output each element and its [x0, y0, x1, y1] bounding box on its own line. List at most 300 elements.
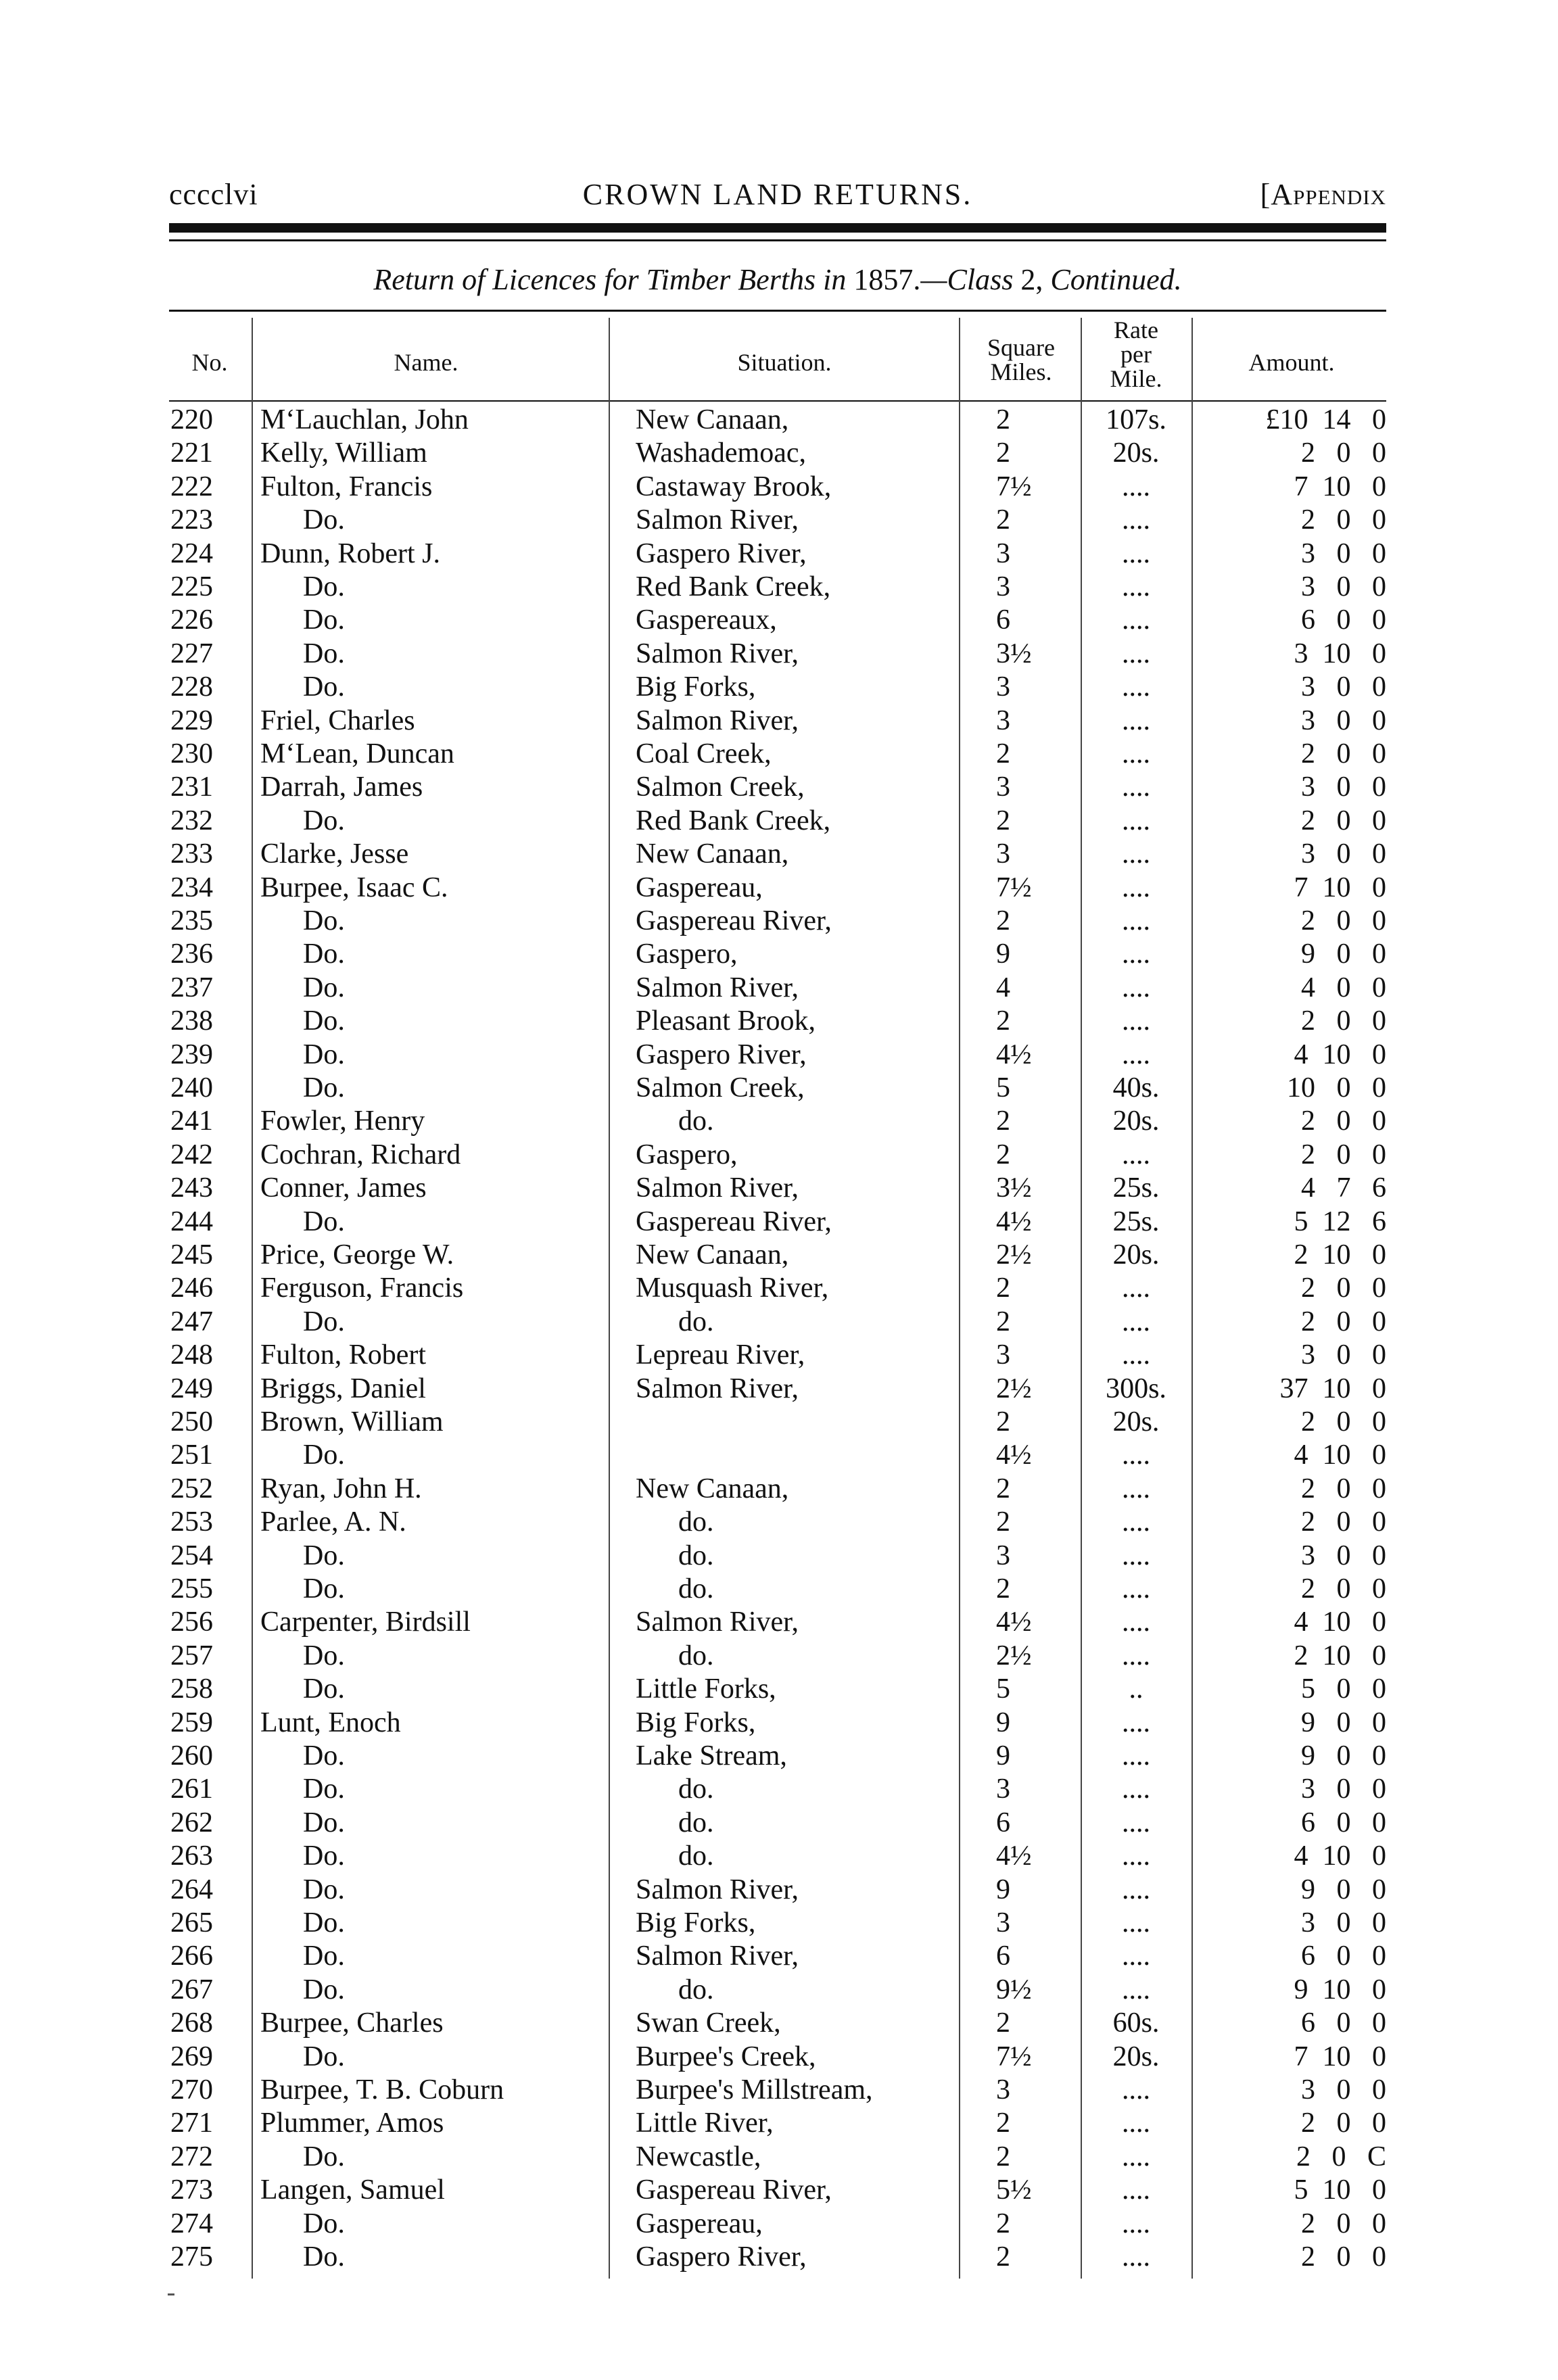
- row-situation: Gaspero River,: [636, 538, 807, 569]
- table-row: [0, 1672, 1558, 1706]
- row-amount: 2 0 0: [1301, 2208, 1386, 2239]
- row-amount: 4 10 0: [1294, 1439, 1386, 1471]
- row-name: Langen, Samuel: [260, 2174, 445, 2206]
- row-square-miles: 9½: [996, 1974, 1032, 2005]
- row-square-miles: 2: [996, 1573, 1010, 1604]
- row-amount: 2 0 0: [1301, 437, 1386, 469]
- table-row: [0, 436, 1558, 470]
- row-square-miles: 3: [996, 1774, 1010, 1805]
- row-square-miles: 2: [996, 2108, 1010, 2139]
- row-amount: 3 0 0: [1301, 1774, 1386, 1805]
- table-row: [0, 1205, 1558, 1239]
- row-situation: Salmon River,: [636, 1172, 799, 1204]
- row-number: 265: [170, 1907, 213, 1938]
- row-amount: 3 0 0: [1301, 838, 1386, 870]
- row-square-miles: 3: [996, 671, 1010, 703]
- table-row: [0, 904, 1558, 938]
- row-square-miles: 4½: [996, 1840, 1032, 1872]
- table-row: [0, 503, 1558, 537]
- row-situation: Big Forks,: [636, 1907, 756, 1938]
- row-rate: ....: [1122, 571, 1150, 602]
- table-row: [0, 1104, 1558, 1138]
- row-square-miles: 9: [996, 1740, 1010, 1771]
- row-rate: ....: [1122, 1139, 1150, 1170]
- row-situation: Burpee's Millstream,: [636, 2074, 873, 2105]
- caption-year: 1857.: [853, 263, 921, 296]
- row-situation: Salmon River,: [636, 504, 799, 536]
- row-amount: 6 0 0: [1301, 604, 1386, 636]
- row-amount: 37 10 0: [1279, 1373, 1386, 1404]
- row-name: Do.: [260, 1206, 345, 1237]
- row-number: 262: [170, 1807, 213, 1838]
- row-square-miles: 2: [996, 1105, 1010, 1137]
- row-number: 255: [170, 1573, 213, 1604]
- row-situation: Little Forks,: [636, 1673, 776, 1705]
- row-rate: ....: [1122, 872, 1150, 903]
- col-header-name: Name.: [394, 349, 458, 376]
- row-rate: ....: [1122, 1707, 1150, 1738]
- row-square-miles: 2: [996, 2007, 1010, 2039]
- row-rate: ....: [1122, 805, 1150, 836]
- row-name: Do.: [260, 1907, 345, 1938]
- table-row: [0, 1572, 1558, 1606]
- row-rate: 20s.: [1112, 2041, 1160, 2072]
- row-number: 274: [170, 2208, 213, 2239]
- row-situation: Gaspereau River,: [636, 1206, 832, 1237]
- row-amount: 2 0 0: [1301, 1573, 1386, 1604]
- row-rate: 20s.: [1112, 1105, 1160, 1137]
- row-square-miles: 2: [996, 1306, 1010, 1337]
- row-amount: 7 10 0: [1294, 872, 1386, 903]
- row-number: 261: [170, 1774, 213, 1805]
- table-row: [0, 1271, 1558, 1305]
- row-situation: Gaspero River,: [636, 1039, 807, 1070]
- row-name: Do.: [260, 2141, 345, 2172]
- row-name: Cochran, Richard: [260, 1139, 461, 1170]
- table-row: [0, 1372, 1558, 1406]
- row-amount: 2 0 0: [1301, 2241, 1386, 2272]
- row-rate: ....: [1122, 771, 1150, 803]
- row-amount: 2 0 0: [1301, 738, 1386, 769]
- row-number: 234: [170, 872, 213, 903]
- row-square-miles: 4½: [996, 1439, 1032, 1471]
- row-situation: Castaway Brook,: [636, 471, 832, 502]
- row-square-miles: 2: [996, 1506, 1010, 1538]
- row-situation: Salmon Creek,: [636, 1072, 805, 1103]
- row-situation: Pleasant Brook,: [636, 1005, 816, 1037]
- row-situation: Salmon River,: [636, 1373, 799, 1404]
- row-number: 260: [170, 1740, 213, 1771]
- table-row: [0, 737, 1558, 771]
- row-amount: 2 0 0: [1301, 1005, 1386, 1037]
- row-situation: Washademoac,: [636, 437, 806, 469]
- row-situation: Salmon River,: [636, 705, 799, 736]
- table-row: [0, 2207, 1558, 2241]
- row-amount: 6 0 0: [1301, 1807, 1386, 1838]
- row-number: 250: [170, 1406, 213, 1437]
- table-row: [0, 1472, 1558, 1506]
- row-situation: Swan Creek,: [636, 2007, 781, 2039]
- row-name: Fowler, Henry: [260, 1105, 425, 1137]
- row-rate: ....: [1122, 1606, 1150, 1638]
- table-row: [0, 403, 1558, 437]
- row-name: Do.: [260, 1774, 345, 1805]
- table-row: [0, 2073, 1558, 2107]
- row-amount: 9 0 0: [1301, 1874, 1386, 1905]
- row-amount: 3 0 0: [1301, 538, 1386, 569]
- row-name: Do.: [260, 1740, 345, 1771]
- row-situation: do.: [636, 1640, 714, 1671]
- row-square-miles: 3: [996, 1339, 1010, 1371]
- row-name: Do.: [260, 504, 345, 536]
- row-rate: 25s.: [1112, 1172, 1160, 1204]
- row-name: Do.: [260, 938, 345, 970]
- row-square-miles: 2: [996, 2208, 1010, 2239]
- row-number: 258: [170, 1673, 213, 1705]
- row-situation: do.: [636, 1506, 714, 1538]
- table-row: [0, 1505, 1558, 1539]
- row-amount: 2 0 0: [1301, 1105, 1386, 1137]
- row-name: Conner, James: [260, 1172, 427, 1204]
- row-square-miles: 2: [996, 1139, 1010, 1170]
- table-row: [0, 704, 1558, 738]
- row-number: 232: [170, 805, 213, 836]
- row-amount: 9 0 0: [1301, 1707, 1386, 1738]
- row-square-miles: 3: [996, 838, 1010, 870]
- row-rate: 25s.: [1112, 1206, 1160, 1237]
- row-number: 244: [170, 1206, 213, 1237]
- row-amount: 3 0 0: [1301, 1339, 1386, 1371]
- row-amount: 3 0 0: [1301, 2074, 1386, 2105]
- row-rate: ....: [1122, 905, 1150, 936]
- row-square-miles: 2½: [996, 1640, 1032, 1671]
- row-square-miles: 2: [996, 437, 1010, 469]
- row-rate: ....: [1122, 1573, 1150, 1604]
- row-situation: Gaspereau River,: [636, 2174, 832, 2206]
- row-situation: Coal Creek,: [636, 738, 772, 769]
- row-name: Burpee, Charles: [260, 2007, 444, 2039]
- row-number: 224: [170, 538, 213, 569]
- row-name: Do.: [260, 1306, 345, 1337]
- table-row: [0, 1071, 1558, 1105]
- row-amount: 2 0 0: [1301, 504, 1386, 536]
- row-rate: ....: [1122, 504, 1150, 536]
- row-number: 256: [170, 1606, 213, 1638]
- row-rate: ....: [1122, 2074, 1150, 2105]
- row-situation: Salmon Creek,: [636, 771, 805, 803]
- row-situation: Salmon River,: [636, 1874, 799, 1905]
- row-square-miles: 7½: [996, 872, 1032, 903]
- row-rate: ....: [1122, 671, 1150, 703]
- row-amount: 5 12 6: [1294, 1206, 1386, 1237]
- row-name: Fulton, Francis: [260, 471, 433, 502]
- row-amount: 3 0 0: [1301, 1540, 1386, 1571]
- row-amount: 3 10 0: [1294, 638, 1386, 669]
- row-situation: Salmon River,: [636, 638, 799, 669]
- row-number: 245: [170, 1239, 213, 1270]
- row-rate: ....: [1122, 738, 1150, 769]
- row-amount: 2 10 0: [1294, 1640, 1386, 1671]
- row-rate: ....: [1122, 1874, 1150, 1905]
- table-row: [0, 470, 1558, 504]
- row-name: Do.: [260, 2041, 345, 2072]
- table-row: [0, 770, 1558, 804]
- row-amount: 2 10 0: [1294, 1239, 1386, 1270]
- col-header-miles: Miles.: [990, 358, 1052, 385]
- row-amount: 4 0 0: [1301, 972, 1386, 1003]
- row-situation: Newcastle,: [636, 2141, 761, 2172]
- col-header-rate-line3: Mile.: [1110, 365, 1162, 392]
- row-situation: Gaspero River,: [636, 2241, 807, 2272]
- row-amount: 3 0 0: [1301, 705, 1386, 736]
- row-amount: 4 10 0: [1294, 1606, 1386, 1638]
- row-rate: ....: [1122, 1473, 1150, 1504]
- row-rate: ....: [1122, 471, 1150, 502]
- row-number: 268: [170, 2007, 213, 2039]
- row-name: Do.: [260, 1807, 345, 1838]
- row-name: M‘Lean, Duncan: [260, 738, 454, 769]
- row-name: Do.: [260, 604, 345, 636]
- row-square-miles: 7½: [996, 2041, 1032, 2072]
- row-number: 228: [170, 671, 213, 703]
- row-amount: 3 0 0: [1301, 1907, 1386, 1938]
- row-square-miles: 9: [996, 1874, 1010, 1905]
- row-amount: 3 0 0: [1301, 571, 1386, 602]
- row-amount: 2 0 0: [1301, 905, 1386, 936]
- col-header-square: Square: [987, 334, 1055, 361]
- row-rate: ....: [1122, 1439, 1150, 1471]
- table-row: [0, 1973, 1558, 2007]
- row-amount: 4 10 0: [1294, 1840, 1386, 1872]
- row-number: 263: [170, 1840, 213, 1872]
- row-number: 270: [170, 2074, 213, 2105]
- row-square-miles: 2: [996, 1005, 1010, 1037]
- row-number: 267: [170, 1974, 213, 2005]
- row-situation: Gaspero,: [636, 938, 738, 970]
- row-rate: ....: [1122, 2141, 1150, 2172]
- table-row: [0, 2006, 1558, 2040]
- row-situation: Gaspereaux,: [636, 604, 777, 636]
- row-square-miles: 5: [996, 1072, 1010, 1103]
- row-situation: Big Forks,: [636, 1707, 756, 1738]
- row-name: Dunn, Robert J.: [260, 538, 440, 569]
- row-number: 246: [170, 1272, 213, 1304]
- row-number: 226: [170, 604, 213, 636]
- row-name: Ryan, John H.: [260, 1473, 422, 1504]
- row-name: Do.: [260, 1840, 345, 1872]
- row-square-miles: 4½: [996, 1206, 1032, 1237]
- row-situation: Little River,: [636, 2108, 774, 2139]
- row-situation: do.: [636, 1974, 714, 2005]
- row-name: Do.: [260, 638, 345, 669]
- row-situation: Gaspero,: [636, 1139, 738, 1170]
- row-name: M‘Lauchlan, John: [260, 404, 469, 435]
- row-number: 238: [170, 1005, 213, 1037]
- row-name: Briggs, Daniel: [260, 1373, 426, 1404]
- row-situation: New Canaan,: [636, 838, 789, 870]
- row-rate: 40s.: [1112, 1072, 1160, 1103]
- row-name: Burpee, Isaac C.: [260, 872, 448, 903]
- row-name: Do.: [260, 1673, 345, 1705]
- row-name: Do.: [260, 1540, 345, 1571]
- row-situation: Big Forks,: [636, 671, 756, 703]
- row-rate: ..: [1129, 1673, 1143, 1705]
- row-amount: 7 10 0: [1294, 2041, 1386, 2072]
- table-row: [0, 1338, 1558, 1372]
- row-name: Brown, William: [260, 1406, 444, 1437]
- row-situation: do.: [636, 1774, 714, 1805]
- row-number: 243: [170, 1172, 213, 1204]
- row-number: 241: [170, 1105, 213, 1137]
- row-square-miles: 9: [996, 938, 1010, 970]
- row-amount: 2 0 0: [1301, 1306, 1386, 1337]
- caption-class-number: 2,: [1020, 263, 1043, 296]
- row-amount: 2 0 0: [1301, 805, 1386, 836]
- row-number: 222: [170, 471, 213, 502]
- table-row: [0, 670, 1558, 704]
- table-row: [0, 1906, 1558, 1940]
- row-rate: 60s.: [1112, 2007, 1160, 2039]
- row-situation: New Canaan,: [636, 1473, 789, 1504]
- row-amount: 9 0 0: [1301, 1740, 1386, 1771]
- table-row: [0, 804, 1558, 838]
- row-situation: Gaspereau,: [636, 2208, 763, 2239]
- row-amount: 4 10 0: [1294, 1039, 1386, 1070]
- row-square-miles: 3: [996, 571, 1010, 602]
- row-rate: 20s.: [1112, 1239, 1160, 1270]
- row-name: Ferguson, Francis: [260, 1272, 464, 1304]
- row-amount: 5 0 0: [1301, 1673, 1386, 1705]
- row-square-miles: 3½: [996, 1172, 1032, 1204]
- col-header-rate-line2: per: [1120, 341, 1152, 368]
- row-number: 225: [170, 571, 213, 602]
- row-name: Do.: [260, 1072, 345, 1103]
- row-name: Parlee, A. N.: [260, 1506, 406, 1538]
- row-situation: Red Bank Creek,: [636, 805, 831, 836]
- row-number: 223: [170, 504, 213, 536]
- row-name: Do.: [260, 1974, 345, 2005]
- row-situation: Gaspereau,: [636, 872, 763, 903]
- table-row: [0, 1739, 1558, 1773]
- table-row: [0, 1539, 1558, 1573]
- row-rate: ....: [1122, 2208, 1150, 2239]
- row-name: Do.: [260, 1874, 345, 1905]
- row-square-miles: 4½: [996, 1606, 1032, 1638]
- page-number: cccclvi: [169, 178, 258, 211]
- row-situation: Salmon River,: [636, 1941, 799, 1972]
- table-row: [0, 637, 1558, 671]
- page-mark: [168, 2293, 174, 2295]
- row-rate: ....: [1122, 604, 1150, 636]
- row-number: 272: [170, 2141, 213, 2172]
- row-square-miles: 2: [996, 2141, 1010, 2172]
- row-amount: 2 0 C: [1296, 2141, 1386, 2172]
- row-number: 236: [170, 938, 213, 970]
- row-name: Plummer, Amos: [260, 2108, 444, 2139]
- table-row: [0, 1839, 1558, 1873]
- row-number: 239: [170, 1039, 213, 1070]
- row-number: 227: [170, 638, 213, 669]
- row-rate: ....: [1122, 1840, 1150, 1872]
- running-title: CROWN LAND RETURNS.: [582, 178, 973, 211]
- row-situation: Salmon River,: [636, 1606, 799, 1638]
- row-square-miles: 3: [996, 1907, 1010, 1938]
- page-header: [169, 177, 1386, 218]
- table-row: [0, 1305, 1558, 1339]
- row-amount: 2 0 0: [1301, 2108, 1386, 2139]
- table-row: [0, 2173, 1558, 2207]
- row-number: 273: [170, 2174, 213, 2206]
- row-rate: ....: [1122, 2174, 1150, 2206]
- table-row: [0, 937, 1558, 971]
- row-name: Do.: [260, 671, 345, 703]
- row-name: Do.: [260, 1573, 345, 1604]
- row-rate: ....: [1122, 1039, 1150, 1070]
- row-square-miles: 5½: [996, 2174, 1032, 2206]
- row-amount: 2 0 0: [1301, 1139, 1386, 1170]
- row-number: 221: [170, 437, 213, 469]
- row-number: 240: [170, 1072, 213, 1103]
- row-number: 247: [170, 1306, 213, 1337]
- col-header-square-miles: [960, 335, 1082, 384]
- table-row: [0, 1405, 1558, 1439]
- table-row: [0, 537, 1558, 571]
- col-header-rate: [1082, 318, 1190, 391]
- caption-text: Return of Licences for Timber Berths in: [373, 263, 847, 296]
- row-name: Kelly, William: [260, 437, 427, 469]
- table-row: [0, 837, 1558, 871]
- row-amount: 3 0 0: [1301, 671, 1386, 703]
- row-name: Do.: [260, 805, 345, 836]
- row-name: Do.: [260, 1005, 345, 1037]
- row-name: Do.: [260, 1640, 345, 1671]
- row-square-miles: 2: [996, 1473, 1010, 1504]
- row-rate: ....: [1122, 1005, 1150, 1037]
- row-amount: 3 0 0: [1301, 771, 1386, 803]
- row-rate: ....: [1122, 638, 1150, 669]
- caption-continued: Continued.: [1050, 263, 1182, 296]
- row-square-miles: 3½: [996, 638, 1032, 669]
- table-row: [0, 1438, 1558, 1472]
- row-amount: 9 10 0: [1294, 1974, 1386, 2005]
- row-square-miles: 4: [996, 972, 1010, 1003]
- row-amount: 4 7 6: [1301, 1172, 1386, 1204]
- row-amount: 6 0 0: [1301, 1941, 1386, 1972]
- table-row: [0, 2106, 1558, 2140]
- row-number: 264: [170, 1874, 213, 1905]
- row-square-miles: 4½: [996, 1039, 1032, 1070]
- row-situation: do.: [636, 1573, 714, 1604]
- row-name: Price, George W.: [260, 1239, 454, 1270]
- caption-class: —Class: [920, 263, 1014, 296]
- table-caption: [169, 262, 1386, 297]
- row-name: Fulton, Robert: [260, 1339, 427, 1371]
- row-name: Burpee, T. B. Coburn: [260, 2074, 504, 2105]
- row-square-miles: 6: [996, 1941, 1010, 1972]
- header-rule-thick: [169, 223, 1386, 233]
- row-number: 253: [170, 1506, 213, 1538]
- row-number: 220: [170, 404, 213, 435]
- row-amount: 2 0 0: [1301, 1406, 1386, 1437]
- row-name: Lunt, Enoch: [260, 1707, 401, 1738]
- row-name: Darrah, James: [260, 771, 423, 803]
- row-name: Clarke, Jesse: [260, 838, 409, 870]
- table-row: [0, 570, 1558, 604]
- row-rate: ....: [1122, 1540, 1150, 1571]
- row-square-miles: 2: [996, 2241, 1010, 2272]
- table-row: [0, 1238, 1558, 1272]
- row-amount: 2 0 0: [1301, 1506, 1386, 1538]
